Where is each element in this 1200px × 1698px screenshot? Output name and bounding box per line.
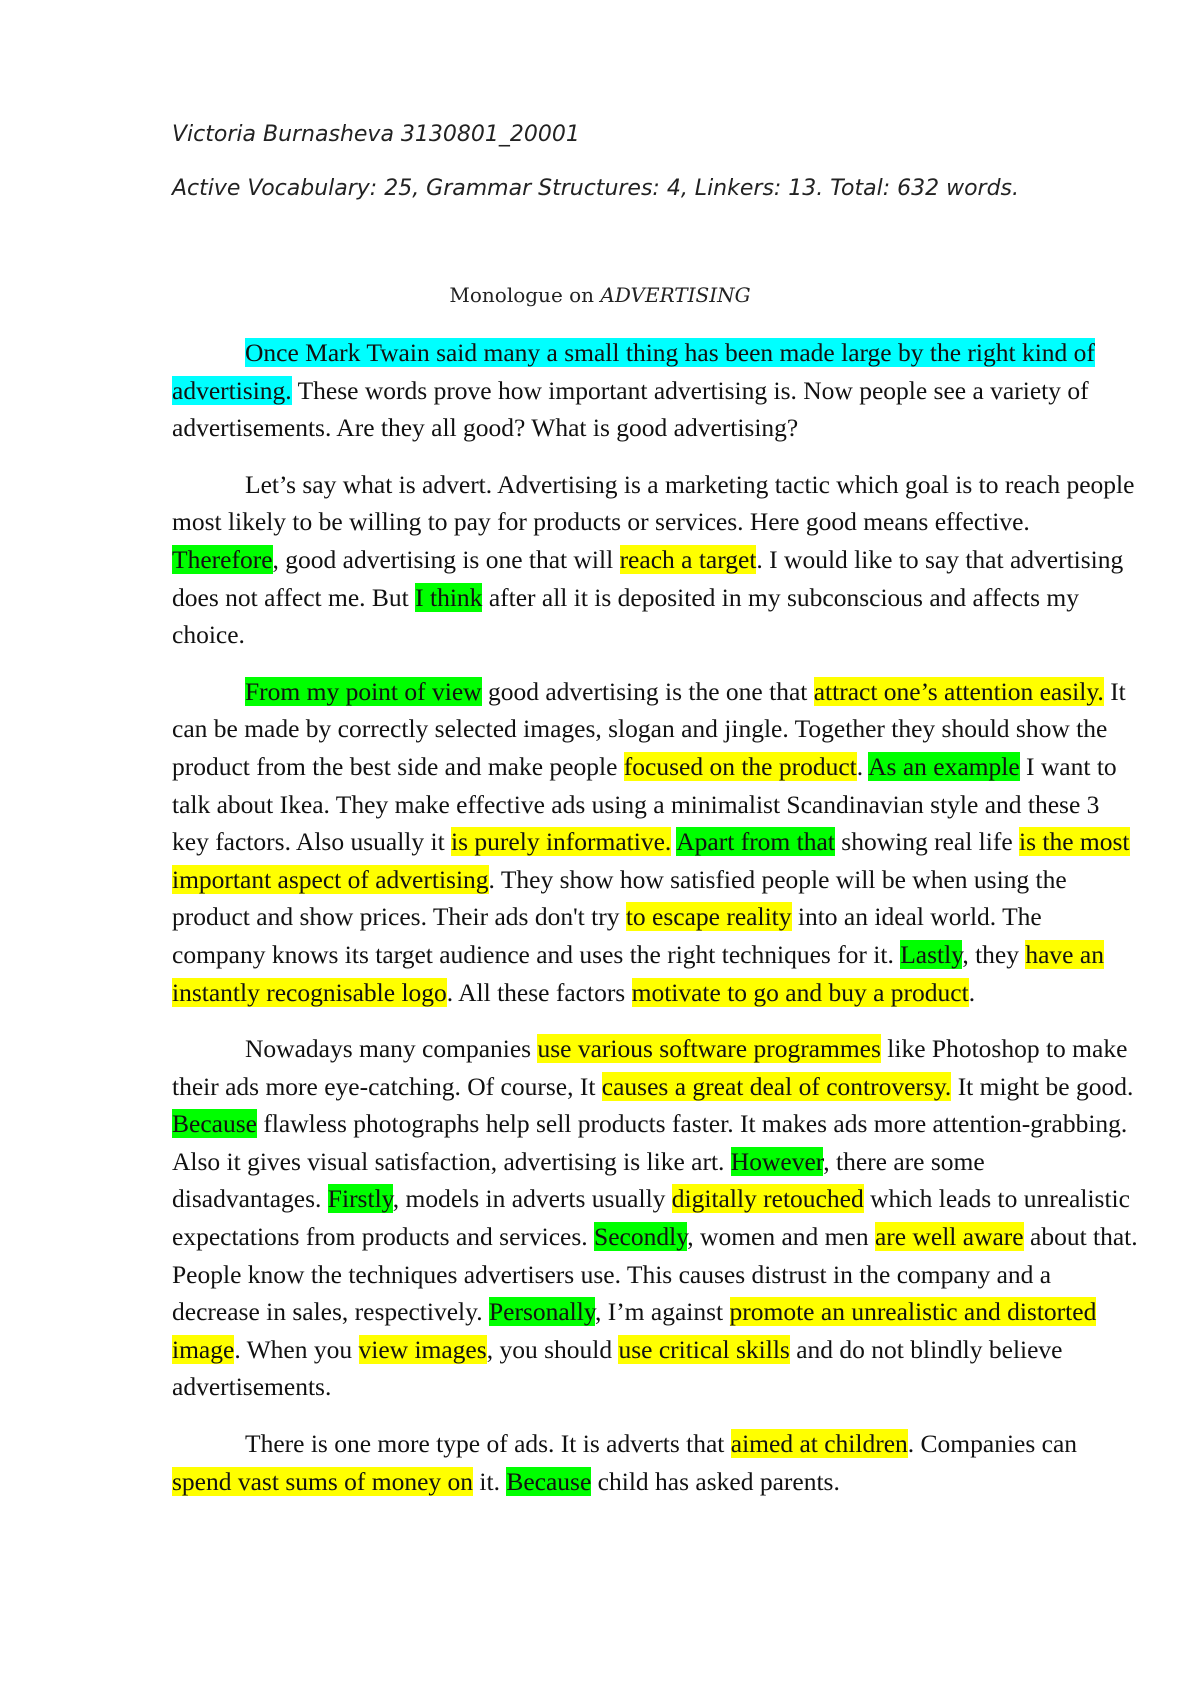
text-run: . I would like to say that advertising does not affect me. But	[172, 544, 1124, 612]
linker-highlight: From my point of view	[245, 676, 482, 706]
vocabulary-highlight: have an instantly recognisable logo	[172, 939, 1104, 1007]
linker-highlight: I think	[415, 582, 483, 612]
text-run: .	[968, 977, 976, 1007]
linker-highlight: Apart from that	[676, 827, 835, 857]
vocabulary-highlight: promote an unrealistic and distorted image	[172, 1297, 1097, 1364]
linker-highlight: Firstly	[327, 1184, 393, 1214]
text-run: about that. People know the techniques advertisers use. This causes distrust in the company and a decrease in sales, respectively.	[172, 1222, 1138, 1327]
quote-highlight: Once Mark Twain said many a small thing has been made large by the right kind of advertising.	[172, 338, 1095, 405]
title-subject: ADVERTISING	[600, 283, 751, 307]
text-run: good advertising is the one that	[481, 676, 814, 706]
text-run: , you should	[486, 1334, 619, 1364]
text-run: flawless photographs help sell products faster. It makes ads more attention-grabbing. Also it gives visual satisfaction, advertising is like art.	[172, 1109, 1128, 1176]
text-run: , I’m against	[594, 1297, 730, 1327]
vocabulary-highlight: use various software programmes	[537, 1034, 881, 1064]
text-run: , there are some disadvantages.	[172, 1146, 985, 1214]
vocabulary-highlight: reach a target	[619, 544, 757, 574]
essay-body	[172, 334, 1140, 1519]
text-run: I want to talk about Ikea. They make effective ads using a minimalist Scandinavian style and these 3 key factors. Also usually it	[172, 751, 1117, 857]
paragraph	[172, 1425, 1140, 1500]
text-run: and do not blindly believe advertisements.	[172, 1334, 1063, 1402]
page-title	[0, 283, 1200, 307]
paragraph	[172, 673, 1140, 1011]
text-run: , they	[962, 939, 1026, 969]
text-run: which leads to unrealistic expectations from products and services.	[172, 1184, 1130, 1252]
linker-highlight: Secondly	[594, 1222, 688, 1252]
vocabulary-highlight: is purely informative.	[451, 827, 672, 857]
text-run: .	[856, 751, 869, 781]
linker-highlight: Lastly	[900, 939, 963, 969]
text-run: after all it is deposited in my subconscious and affects my choice.	[172, 582, 1079, 650]
vocabulary-highlight: to escape reality	[625, 902, 792, 932]
linker-highlight: However	[730, 1146, 824, 1176]
vocabulary-highlight: spend vast sums of money on	[172, 1466, 474, 1496]
text-run: , good advertising is one that will	[272, 544, 620, 574]
linker-highlight: As an example	[868, 751, 1020, 781]
paragraph	[172, 1030, 1140, 1406]
stats-line: Active Vocabulary: 25, Grammar Structures: 4, Linkers: 13. Total: 632 words.	[172, 176, 1019, 201]
vocabulary-highlight: focused on the product	[623, 751, 857, 781]
paragraph	[172, 334, 1140, 447]
text-run: Nowadays many companies	[245, 1034, 538, 1064]
title-prefix: Monologue on	[449, 283, 601, 307]
vocabulary-highlight: attract one’s attention easily.	[813, 676, 1104, 706]
paragraph	[172, 466, 1140, 654]
text-run: . Companies can	[907, 1429, 1078, 1459]
text-run: It might be good.	[951, 1071, 1134, 1101]
text-run: There is one more type of ads. It is adverts that	[245, 1429, 731, 1459]
text-run: . All these factors	[446, 977, 632, 1007]
text-run: showing real life	[834, 827, 1020, 857]
vocabulary-highlight: aimed at children	[730, 1429, 908, 1459]
linker-highlight: Because	[172, 1109, 257, 1139]
text-run: into an ideal world. The company knows its target audience and uses the right techniques for it.	[172, 902, 1042, 969]
author-line: Victoria Burnasheva 3130801_20001	[172, 122, 580, 147]
vocabulary-highlight: motivate to go and buy a product	[631, 977, 969, 1007]
vocabulary-highlight: are well aware	[874, 1222, 1024, 1252]
text-run: These words prove how important advertising is. Now people see a variety of advertisements. Are they all good? What is good advertising?	[172, 375, 1089, 443]
vocabulary-highlight: digitally retouched	[671, 1184, 864, 1214]
text-run: like Photoshop to make their ads more eye-catching. Of course, It	[172, 1034, 1128, 1101]
text-run: It can be made by correctly selected images, slogan and jingle. Together they should show the product from the best side and make people	[172, 676, 1126, 781]
text-run: child has asked parents.	[591, 1466, 840, 1496]
linker-highlight: Personally	[488, 1297, 595, 1327]
vocabulary-highlight: is the most important aspect of advertising	[172, 827, 1130, 894]
text-run: . When you	[234, 1334, 359, 1364]
linker-highlight: Therefore	[172, 544, 273, 574]
text-run: , women and men	[687, 1222, 875, 1252]
text-run: Let’s say what is advert. Advertising is a marketing tactic which goal is to reach people most likely to be willing to pay for products or services. Here good means effective.	[172, 469, 1135, 537]
vocabulary-highlight: view images	[358, 1334, 487, 1364]
linker-highlight: Because	[506, 1466, 592, 1496]
text-run: . They show how satisfied people will be when using the product and show prices. Their ads don't try	[172, 864, 1067, 932]
text-run: , models in adverts usually	[392, 1184, 672, 1214]
vocabulary-highlight: causes a great deal of controversy.	[601, 1071, 952, 1101]
text-run: it.	[473, 1466, 507, 1496]
vocabulary-highlight: use critical skills	[618, 1334, 790, 1364]
